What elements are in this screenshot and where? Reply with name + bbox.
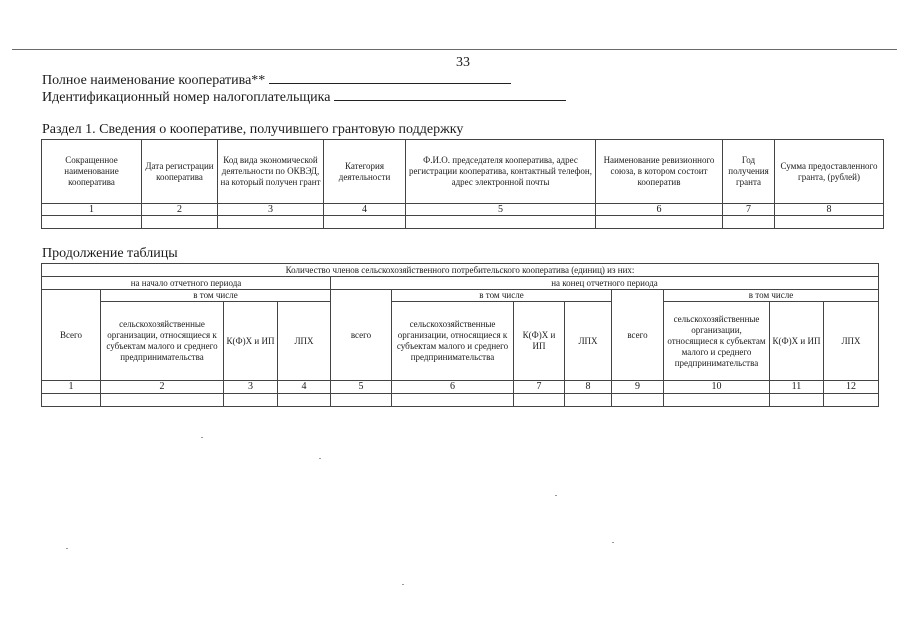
- empty-cell[interactable]: [596, 216, 723, 229]
- empty-cell[interactable]: [514, 394, 565, 407]
- period-end-header: на конец отчетного периода: [331, 277, 879, 290]
- column-number: 12: [824, 381, 879, 394]
- header-cell: Категория деятельности: [324, 140, 406, 204]
- coop-full-name-label: Полное наименование кооператива**: [42, 73, 266, 88]
- header-main: Количество членов сельскохозяйственного потребительского кооператива (единиц) из них:: [42, 264, 879, 277]
- total-start-header: Всего: [42, 290, 101, 381]
- table-row-empty: [42, 394, 879, 407]
- column-number: 7: [723, 204, 775, 216]
- including-header: в том числе: [664, 290, 879, 302]
- column-number: 2: [101, 381, 224, 394]
- empty-cell[interactable]: [775, 216, 884, 229]
- lph-header: ЛПХ: [278, 302, 331, 381]
- page-number: 33: [456, 55, 470, 70]
- empty-cell[interactable]: [278, 394, 331, 407]
- kfh-header: К(Ф)Х и ИП: [224, 302, 278, 381]
- column-number: 9: [612, 381, 664, 394]
- scan-speck: [66, 548, 68, 549]
- lph-header: ЛПХ: [565, 302, 612, 381]
- empty-cell[interactable]: [142, 216, 218, 229]
- table-row: [42, 264, 879, 277]
- section2-title: Продолжение таблицы: [42, 246, 178, 261]
- column-number: 8: [565, 381, 612, 394]
- scan-speck: [555, 495, 557, 496]
- section2-table: [41, 263, 879, 407]
- scan-speck: [319, 458, 321, 459]
- including-header: в том числе: [101, 290, 331, 302]
- column-number: 1: [42, 381, 101, 394]
- section1-table: [41, 139, 884, 229]
- scan-speck: [201, 437, 203, 438]
- total-end-header: всего: [612, 290, 664, 381]
- coop-full-name-field: [42, 72, 511, 89]
- table-row: [42, 140, 884, 204]
- empty-cell[interactable]: [331, 394, 392, 407]
- empty-cell[interactable]: [824, 394, 879, 407]
- column-number: 8: [775, 204, 884, 216]
- top-rule: [12, 49, 897, 50]
- column-number: 4: [278, 381, 331, 394]
- header-cell: Сумма предоставленного гранта, (рублей): [775, 140, 884, 204]
- table-row: [42, 381, 879, 394]
- taxpayer-id-label: Идентификационный номер налогоплательщика: [42, 90, 331, 105]
- agri-orgs-header: сельскохозяйственные организации, относящиеся к субъектам малого и среднего предпринимательства: [664, 302, 770, 381]
- column-number: 10: [664, 381, 770, 394]
- empty-cell[interactable]: [612, 394, 664, 407]
- period-start-header: на начало отчетного периода: [42, 277, 331, 290]
- empty-cell[interactable]: [770, 394, 824, 407]
- kfh-header: К(Ф)Х и ИП: [514, 302, 565, 381]
- header-cell: Дата регистрации кооператива: [142, 140, 218, 204]
- taxpayer-id-field: [42, 89, 566, 106]
- scan-speck: [402, 584, 404, 585]
- header-cell: Сокращенное наименование кооператива: [42, 140, 142, 204]
- column-number: 4: [324, 204, 406, 216]
- kfh-header: К(Ф)Х и ИП: [770, 302, 824, 381]
- column-number: 6: [596, 204, 723, 216]
- empty-cell[interactable]: [218, 216, 324, 229]
- lph-header: ЛПХ: [824, 302, 879, 381]
- column-number: 1: [42, 204, 142, 216]
- empty-cell[interactable]: [664, 394, 770, 407]
- scan-speck: [612, 542, 614, 543]
- empty-cell[interactable]: [406, 216, 596, 229]
- table-row: [42, 204, 884, 216]
- header-cell: Год получения гранта: [723, 140, 775, 204]
- taxpayer-id-blank[interactable]: [334, 89, 566, 101]
- agri-orgs-header: сельскохозяйственные организации, относящиеся к субъектам малого и среднего предпринимательства: [392, 302, 514, 381]
- table-row: [42, 290, 879, 302]
- empty-cell[interactable]: [565, 394, 612, 407]
- coop-full-name-blank[interactable]: [269, 72, 511, 84]
- column-number: 5: [331, 381, 392, 394]
- empty-cell[interactable]: [324, 216, 406, 229]
- empty-cell[interactable]: [101, 394, 224, 407]
- header-cell: Наименование ревизионного союза, в котором состоит кооператив: [596, 140, 723, 204]
- column-number: 2: [142, 204, 218, 216]
- including-header: в том числе: [392, 290, 612, 302]
- header-cell: Код вида экономической деятельности по ОКВЭД, на который получен грант: [218, 140, 324, 204]
- table-row: [42, 277, 879, 290]
- column-number: 6: [392, 381, 514, 394]
- column-number: 11: [770, 381, 824, 394]
- column-number: 3: [224, 381, 278, 394]
- column-number: 7: [514, 381, 565, 394]
- agri-orgs-header: сельскохозяйственные организации, относящиеся к субъектам малого и среднего предпринимательства: [101, 302, 224, 381]
- section1-title: Раздел 1. Сведения о кооперативе, получившего грантовую поддержку: [42, 122, 464, 137]
- empty-cell[interactable]: [42, 394, 101, 407]
- empty-cell[interactable]: [392, 394, 514, 407]
- total-end-header: всего: [331, 290, 392, 381]
- table-row-empty: [42, 216, 884, 229]
- empty-cell[interactable]: [224, 394, 278, 407]
- empty-cell[interactable]: [723, 216, 775, 229]
- table-row: [42, 302, 879, 381]
- header-cell: Ф.И.О. председателя кооператива, адрес регистрации кооператива, контактный телефон, адрес электронной почты: [406, 140, 596, 204]
- empty-cell[interactable]: [42, 216, 142, 229]
- column-number: 3: [218, 204, 324, 216]
- column-number: 5: [406, 204, 596, 216]
